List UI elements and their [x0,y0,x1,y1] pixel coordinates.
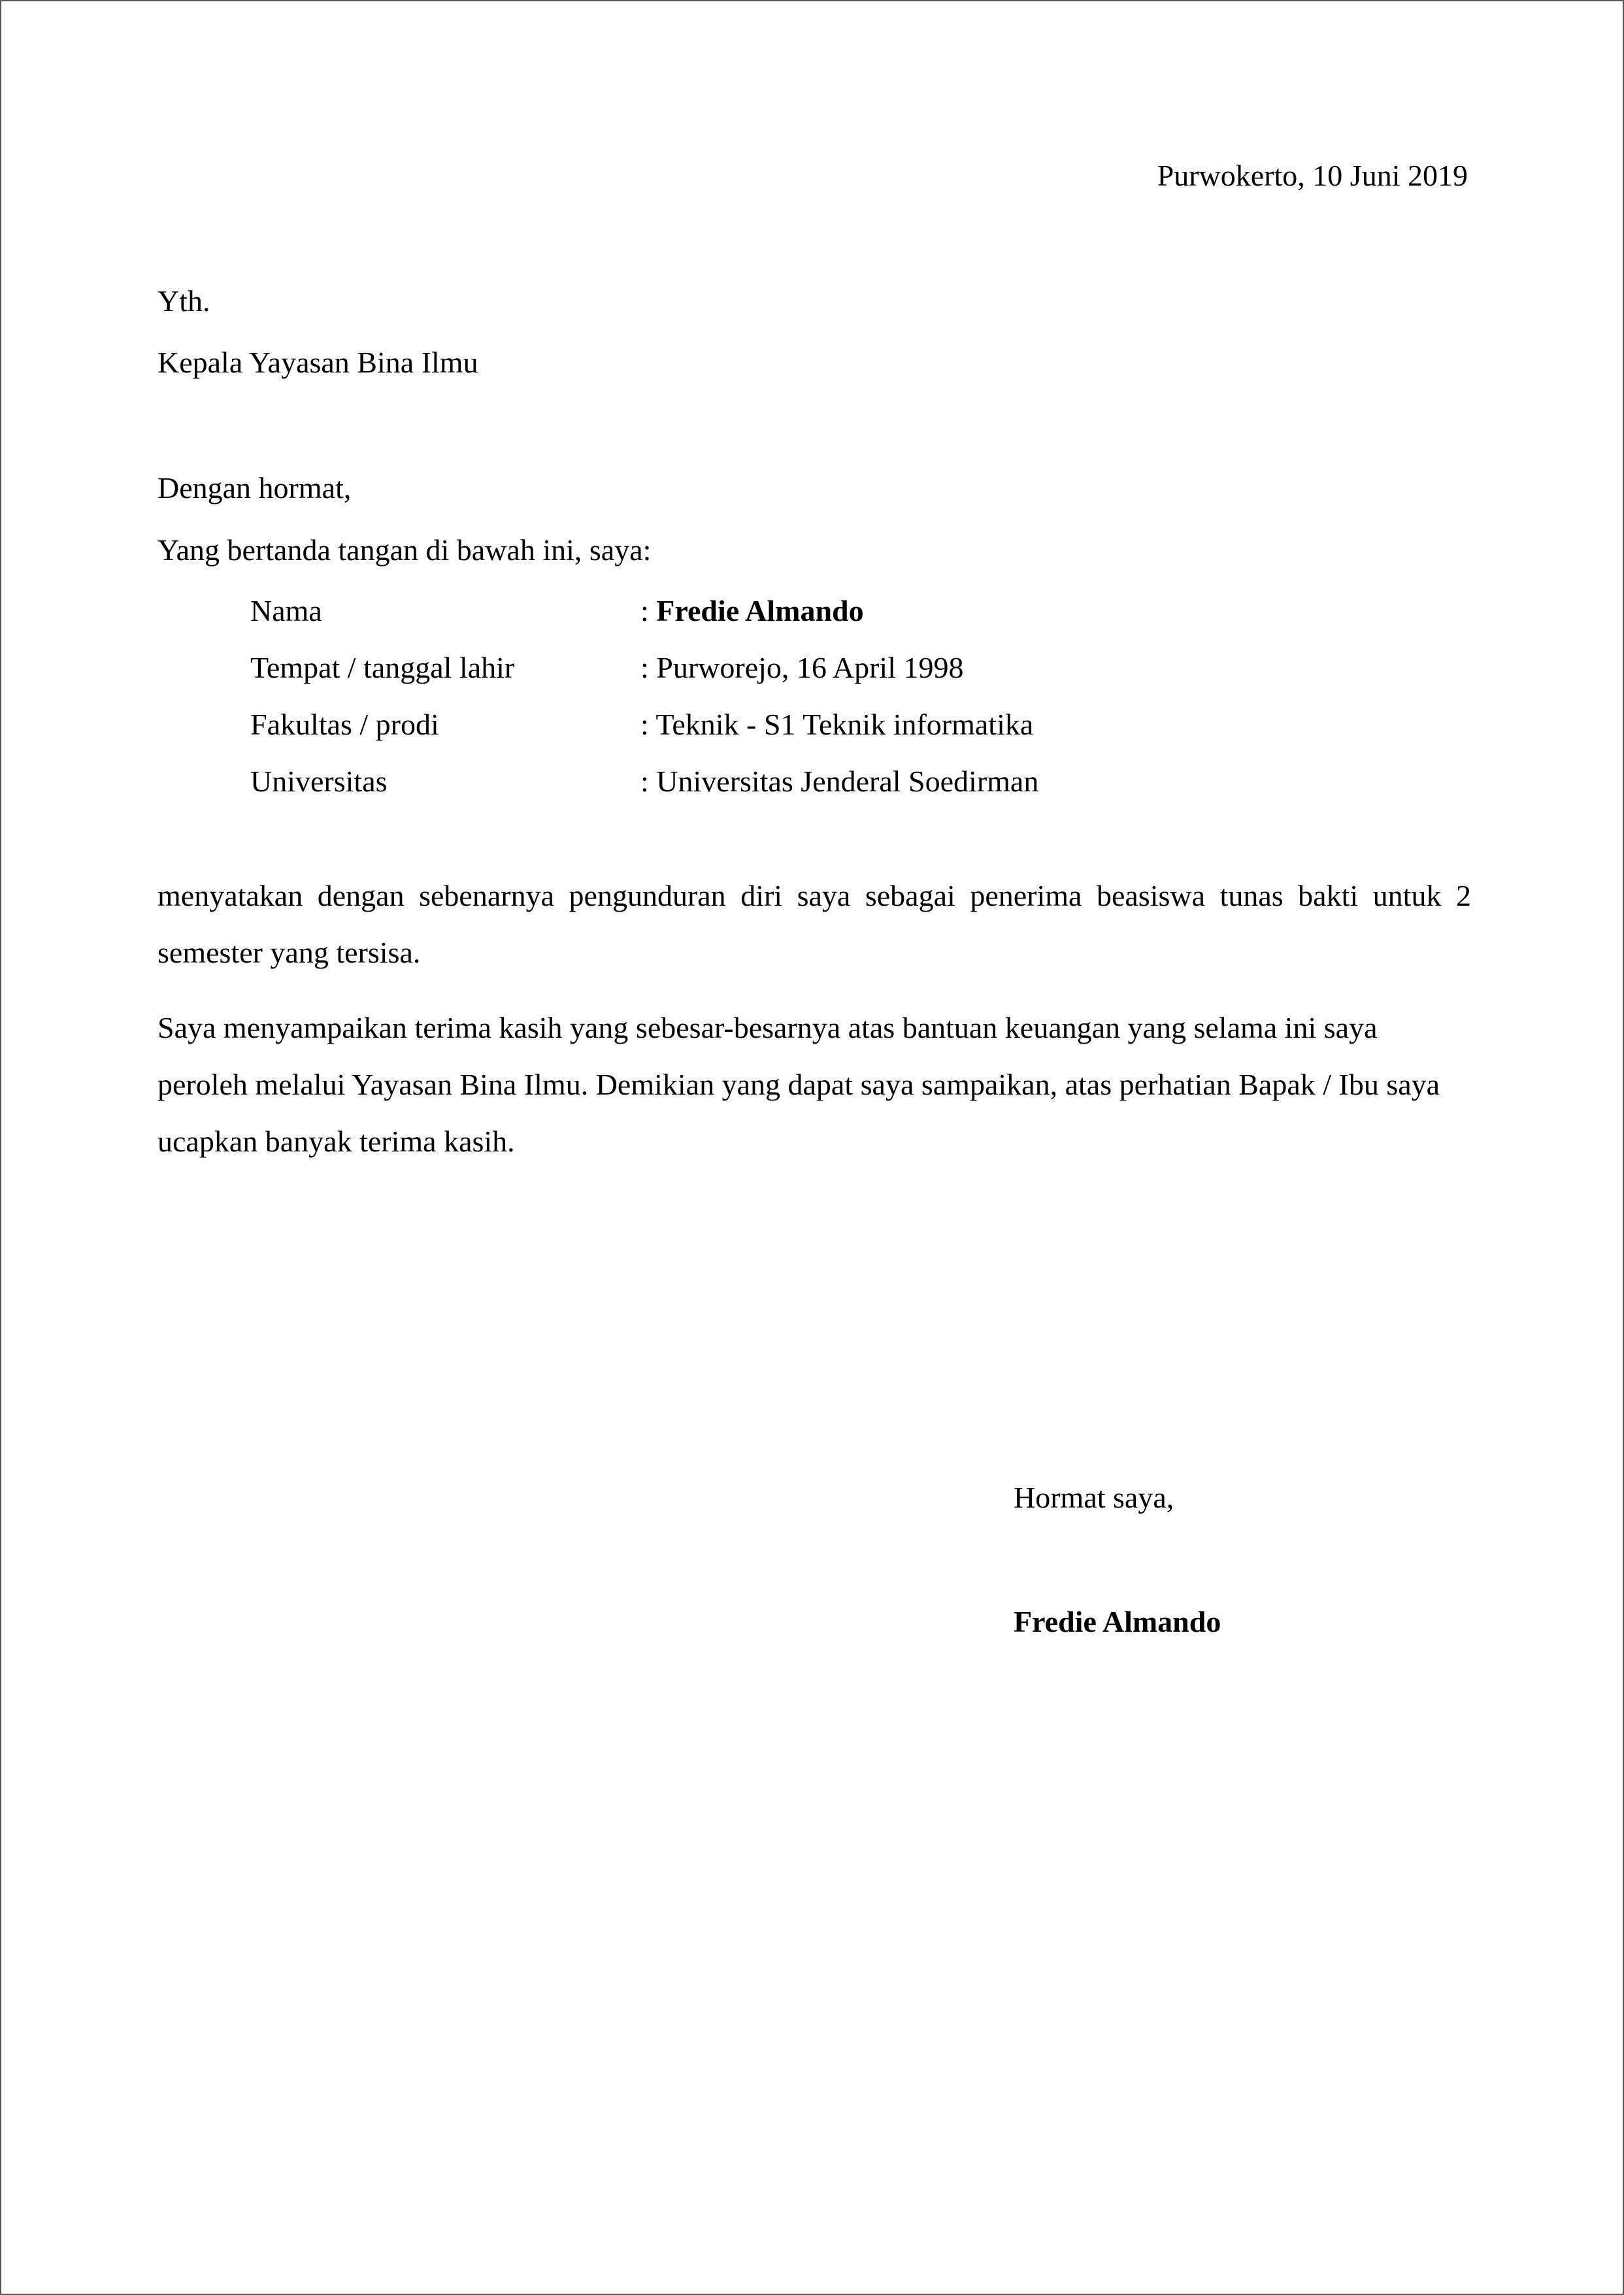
intro: Yang bertanda tangan di bawah ini, saya: [157,533,652,567]
identity-row-ttl [250,653,1165,710]
identity-university-value: Universitas Jenderal Soedirman [656,765,1039,798]
identity-list [250,596,1165,823]
identity-faculty-value: Teknik - S1 Teknik informatika [655,708,1034,741]
identity-birth-value: Purworejo, 16 April 1998 [656,651,964,684]
identity-value [640,653,963,683]
body-paragraph-1: menyatakan dengan sebenarnya pengunduran diri saya sebagai penerima beasiswa tunas bakti untuk 2 semester yang tersisa. [157,879,1471,969]
identity-label: Tempat / tanggal lahir [250,651,515,684]
identity-separator: : [640,765,657,798]
identity-separator: : [640,708,656,741]
identity-label: Fakultas / prodi [250,708,439,741]
place-date: Purwokerto, 10 Juni 2019 [1157,159,1468,192]
identity-label: Nama [250,594,322,627]
greeting: Dengan hormat, [157,471,352,504]
identity-separator: : [640,594,657,627]
identity-row-fakultas [250,710,1165,767]
recipient: Kepala Yayasan Bina Ilmu [157,346,478,379]
identity-name-value: Fredie Almando [656,594,864,627]
body-paragraph-2: Saya menyampaikan terima kasih yang sebesar-besarnya atas bantuan keuangan yang selama ini saya peroleh melalui Yayasan Bina Ilmu. Demikian yang dapat saya sampaikan, atas perhatian Bapak / Ibu saya ucapkan banyak terima kasih. [157,1011,1440,1158]
identity-separator: : [640,651,657,684]
identity-value [640,596,864,626]
signature-name: Fredie Almando [1014,1605,1221,1638]
identity-value [640,767,1038,797]
identity-label: Universitas [250,765,388,798]
closing: Hormat saya, [1014,1481,1174,1514]
identity-value [640,710,1033,740]
salutation-to: Yth. [157,284,210,318]
identity-row-nama [250,596,1165,653]
identity-row-universitas [250,767,1165,823]
